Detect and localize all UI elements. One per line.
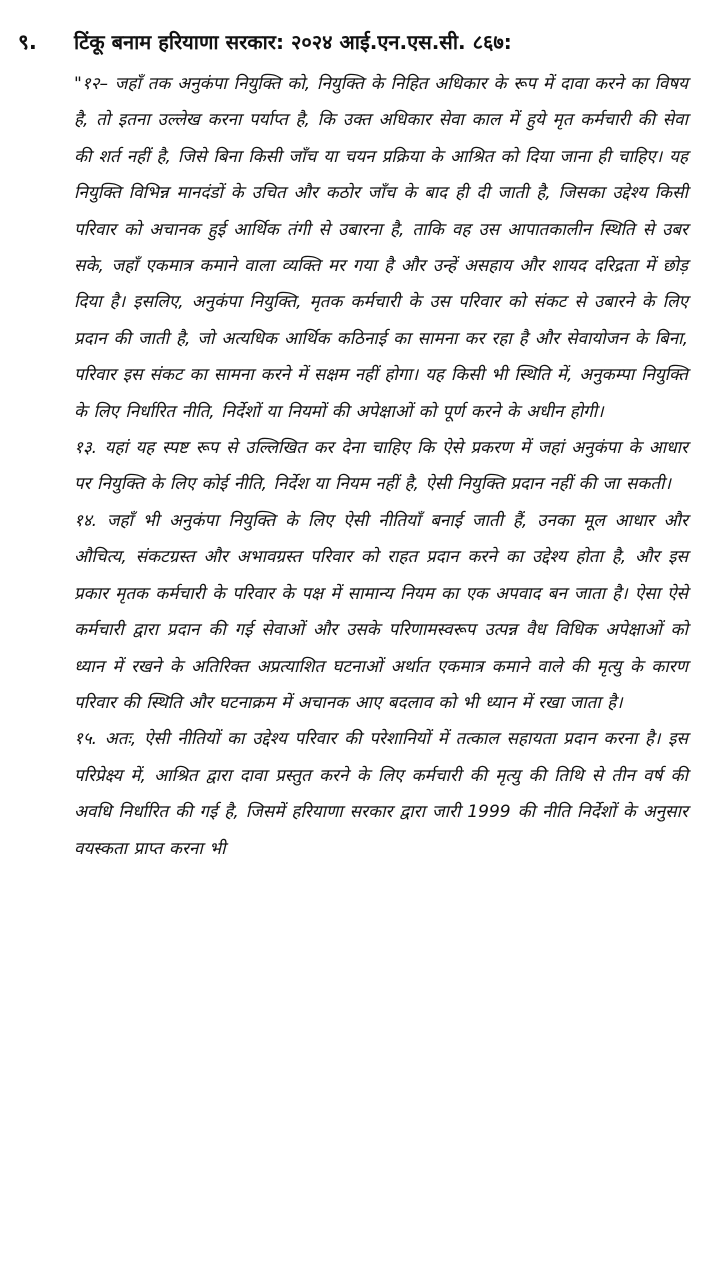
- section-number: ९.: [18, 30, 37, 54]
- section-title: टिंकू बनाम हरियाणा सरकार: २०२४ आई.एन.एस.सी. ८६७:: [74, 30, 512, 54]
- paragraph-15: १५. अतः, ऐसी नीतियों का उद्देश्य परिवार की परेशानियों में तत्काल सहायता प्रदान करना है। इस परिप्रेक्ष्य में, आश्रित द्वारा दावा प्रस्तुत करने के लिए कर्मचारी की मृत्यु की तिथि से तीन वर्ष की अवधि निर्धारित की गई है, जिसमें हरियाणा सरकार द्वारा जारी 1999 की नीति निर्देशों के अनुसार वयस्कता प्राप्त करना भी: [74, 729, 688, 859]
- quoted-judgment-text: [74, 66, 688, 867]
- paragraph-12: "१२– जहाँ तक अनुकंपा नियुक्ति को, नियुक्ति के निहित अधिकार के रूप में दावा करने का विषय है, तो इतना उल्लेख करना पर्याप्त है, कि उक्त अधिकार सेवा काल में हुये मृत कर्मचारी की सेवा की शर्त नहीं है, जिसे बिना किसी जाँच या चयन प्रक्रिया के आश्रित को दिया जाना ही चाहिए। यह नियुक्ति विभिन्न मानदंडों के उचित और कठोर जाँच के बाद ही दी जाती है, जिसका उद्देश्य किसी परिवार को अचानक हुई आर्थिक तंगी से उबारना है, ताकि वह उस आपातकालीन स्थिति से उबर सके, जहाँ एकमात्र कमाने वाला व्यक्ति मर गया है और उन्हें असहाय और शायद दरिद्रता में छोड़ दिया है। इसलिए, अनुकंपा नियुक्ति, मृतक कर्मचारी के उस परिवार को संकट से उबारने के लिए प्रदान की जाती है, जो अत्यधिक आर्थिक कठिनाई का सामना कर रहा है और सेवायोजन के बिना, परिवार इस संकट का सामना करने में सक्षम नहीं होगा। यह किसी भी स्थिति में, अनुकम्पा नियुक्ति के लिए निर्धारित नीति, निर्देशों या नियमों की अपेक्षाओं को पूर्ण करने के अधीन होगी।: [74, 74, 688, 422]
- paragraph-13: १३. यहां यह स्पष्ट रूप से उल्लिखित कर देना चाहिए कि ऐसे प्रकरण में जहां अनुकंपा के आधार पर नियुक्ति के लिए कोई नीति, निर्देश या नियम नहीं है, ऐसी नियुक्ति प्रदान नहीं की जा सकती।: [74, 438, 688, 495]
- section-heading: [18, 24, 688, 64]
- paragraph-14: १४. जहाँ भी अनुकंपा नियुक्ति के लिए ऐसी नीतियाँ बनाई जाती हैं, उनका मूल आधार और औचित्य, संकटग्रस्त और अभावग्रस्त परिवार को राहत प्रदान करने का उद्देश्य होता है, और इस प्रकार मृतक कर्मचारी के परिवार के पक्ष में सामान्य नियम का एक अपवाद बन जाता है। ऐसा ऐसे कर्मचारी द्वारा प्रदान की गई सेवाओं और उसके परिणामस्वरूप उत्पन्न वैध विधिक अपेक्षाओं को ध्यान में रखने के अतिरिक्त अप्रत्याशित घटनाओं अर्थात एकमात्र कमाने वाले की मृत्यु के कारण परिवार की स्थिति और घटनाक्रम में अचानक आए बदलाव को भी ध्यान में रखा जाता है।: [74, 510, 688, 713]
